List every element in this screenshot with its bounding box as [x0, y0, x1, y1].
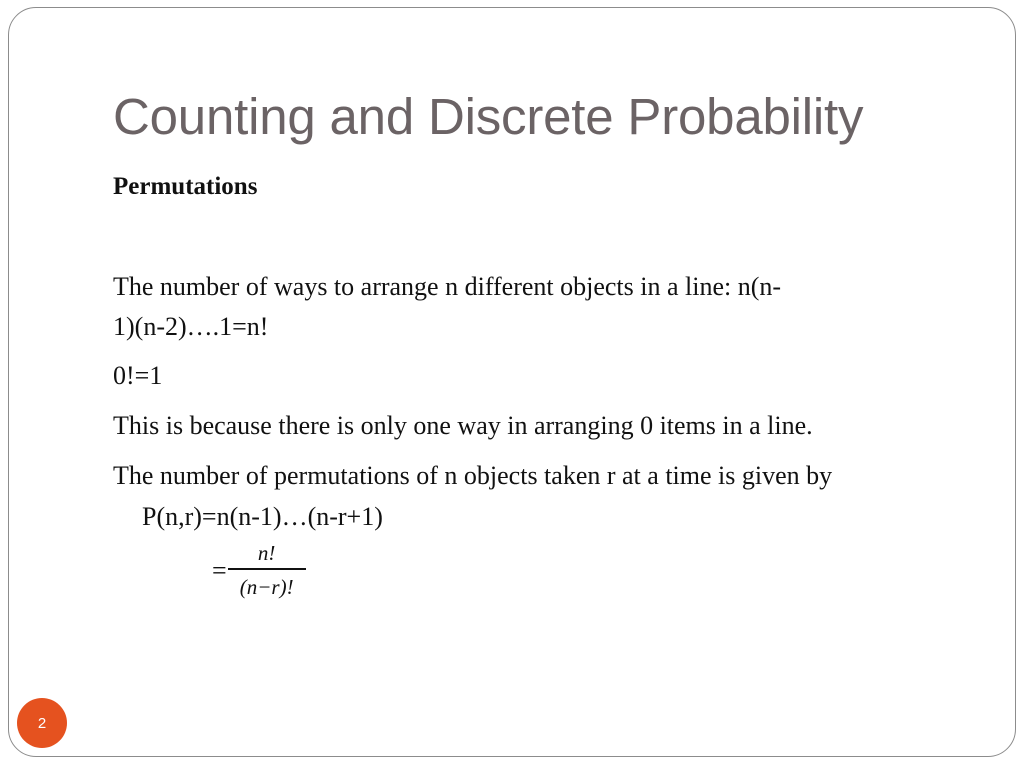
- body-line-explanation: This is because there is only one way in arranging 0 items in a line.: [113, 411, 813, 440]
- slide-title: Counting and Discrete Probability: [113, 88, 864, 145]
- fraction-numerator: n!: [257, 541, 276, 565]
- body-line-factorial-zero: 0!=1: [113, 361, 163, 390]
- body-line-1b: 1)(n-2)….1=n!: [113, 312, 269, 341]
- body-line-1: [113, 267, 781, 347]
- section-heading: Permutations: [113, 173, 258, 200]
- body-line-permutations: The number of permutations of n objects taken r at a time is given by: [113, 461, 833, 490]
- fraction-denominator: (n−r)!: [239, 575, 294, 599]
- body-line-permutation-formula: P(n,r)=n(n-1)…(n-r+1): [142, 502, 383, 531]
- equals-sign: =: [212, 556, 227, 585]
- fraction: [228, 540, 306, 602]
- permutation-fraction-formula: [212, 536, 306, 606]
- page-number-badge: 2: [17, 698, 67, 748]
- body-line-1a: The number of ways to arrange n different objects in a line: n(n-: [113, 272, 782, 301]
